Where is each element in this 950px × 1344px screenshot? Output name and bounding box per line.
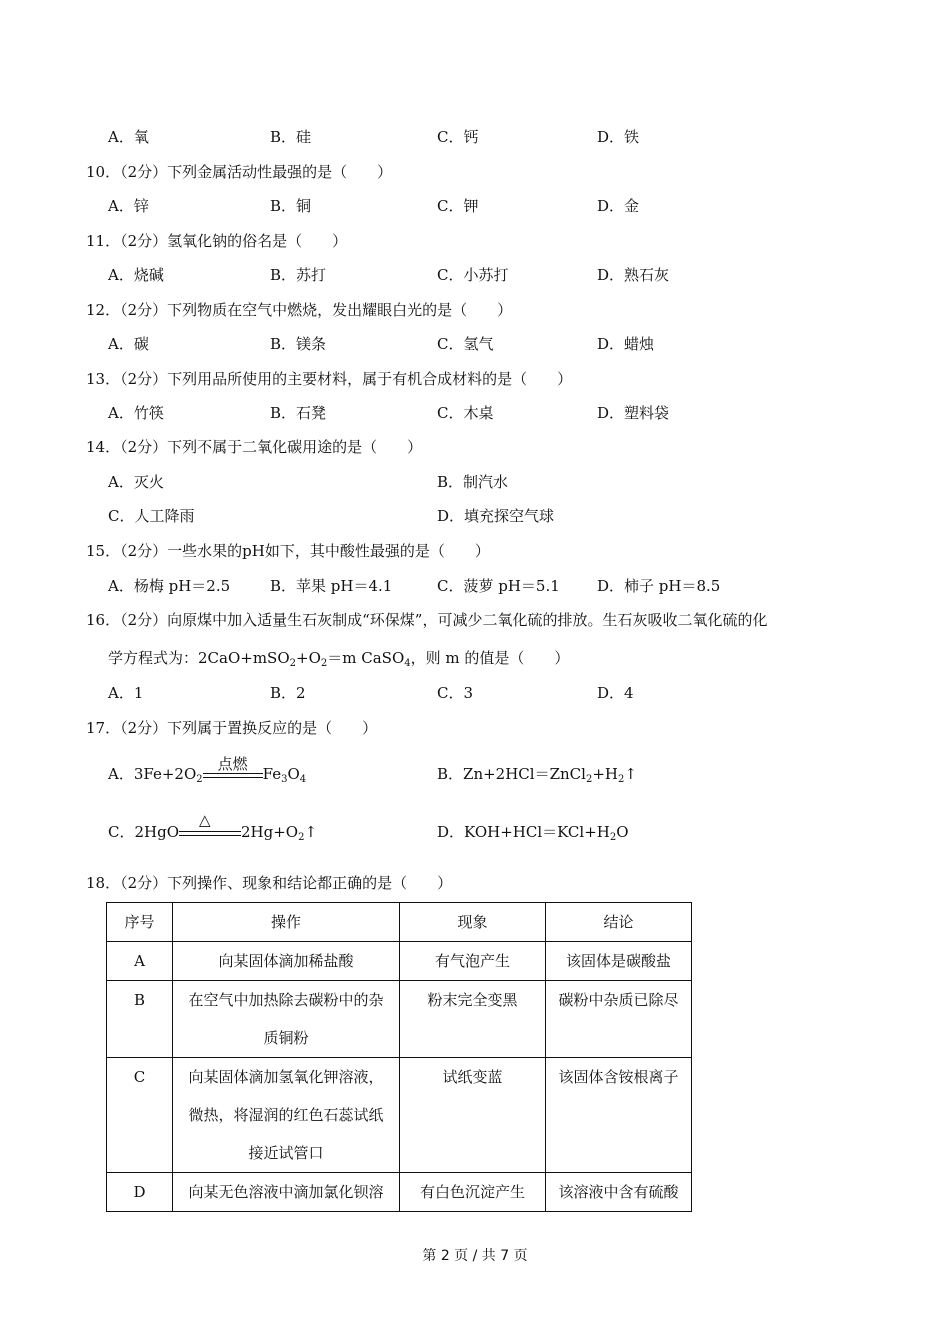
- q12-option-b: B．镁条: [270, 335, 327, 353]
- q10-stem: 10．（2分）下列金属活动性最强的是（ ）: [86, 163, 393, 181]
- q13-option-b: B．石凳: [270, 404, 327, 422]
- table-row: [107, 942, 692, 981]
- q17-option-d: D．$KOH+HCl=KCl+H_2O$: [437, 823, 629, 843]
- q16-option-b: B．2: [270, 684, 306, 702]
- row-operation: 向某固体滴加稀盐酸: [173, 942, 400, 981]
- q16-stem: 16．（2分）向原煤中加入适量生石灰制成“环保煤”，可减少二氧化硫的排放。生石灰吸收二氧化硫的化: [86, 611, 768, 629]
- q15-option-a: A．杨梅 pH＝2.5: [108, 577, 231, 595]
- row-id: C: [107, 1058, 173, 1173]
- reaction-condition-sign: 点燃: [203, 773, 263, 778]
- q10-option-b: B．铜: [270, 197, 312, 215]
- table-row: [107, 1173, 692, 1212]
- q17-stem: 17．（2分）下列属于置换反应的是（ ）: [86, 719, 378, 737]
- q16-option-a: A．1: [108, 684, 144, 702]
- table-header-cell: 现象: [400, 903, 546, 942]
- q15-stem: 15．（2分）一些水果的pH如下，其中酸性最强的是（ ）: [86, 542, 490, 560]
- reaction-condition-sign: △: [179, 831, 241, 836]
- q15-option-d: D．柿子 pH＝8.5: [597, 577, 721, 595]
- q11-option-a: A．烧碱: [108, 266, 164, 284]
- q15-option-c: C．菠萝 pH＝5.1: [437, 577, 560, 595]
- q14-option-d: D．填充探空气球: [437, 507, 555, 525]
- table-row: [107, 981, 692, 1058]
- q9-option-a: A．氧: [108, 128, 149, 146]
- q11-option-c: C．小苏打: [437, 266, 509, 284]
- q16-equation-line: 学方程式为：$2CaO+mSO_2+O_2=m$ CaSO$_4$，则 m 的值是（ ）: [108, 649, 570, 669]
- q17-option-a: A．$3Fe+2O_2$ 点燃 $Fe_3O_4$: [108, 754, 307, 785]
- q10-option-c: C．钾: [437, 197, 479, 215]
- row-phenomenon: 粉末完全变黑: [400, 981, 546, 1058]
- page-footer: 第 2 页 / 共 7 页: [422, 1248, 528, 1264]
- q12-stem: 12．（2分）下列物质在空气中燃烧，发出耀眼白光的是（ ）: [86, 301, 513, 319]
- q14-stem: 14．（2分）下列不属于二氧化碳用途的是（ ）: [86, 438, 423, 456]
- table-header-cell: 结论: [546, 903, 692, 942]
- row-conclusion: 该溶液中含有硫酸: [546, 1173, 692, 1212]
- q11-option-d: D．熟石灰: [597, 266, 670, 284]
- q12-option-a: A．碳: [108, 335, 149, 353]
- q14-option-a: A．灭火: [108, 473, 164, 491]
- row-phenomenon: 试纸变蓝: [400, 1058, 546, 1173]
- q18-stem: 18．（2分）下列操作、现象和结论都正确的是（ ）: [86, 874, 453, 892]
- q13-option-a: A．竹筷: [108, 404, 164, 422]
- q10-option-d: D．金: [597, 197, 640, 215]
- row-operation: 向某固体滴加氢氧化钾溶液， 微热，将湿润的红色石蕊试纸 接近试管口: [173, 1058, 400, 1173]
- q12-option-c: C．氢气: [437, 335, 494, 353]
- row-conclusion: 碳粉中杂质已除尽: [546, 981, 692, 1058]
- row-id: D: [107, 1173, 173, 1212]
- q15-option-b: B．苹果 pH＝4.1: [270, 577, 393, 595]
- q9-option-d: D．铁: [597, 128, 640, 146]
- row-operation: 向某无色溶液中滴加氯化钡溶: [173, 1173, 400, 1212]
- q13-option-c: C．木桌: [437, 404, 494, 422]
- q17-option-c: C．2HgO △ $2Hg+O_2↑$: [108, 810, 318, 843]
- q10-option-a: A．锌: [108, 197, 149, 215]
- row-phenomenon: 有气泡产生: [400, 942, 546, 981]
- table-header-row: [107, 903, 692, 942]
- table-header-cell: 操作: [173, 903, 400, 942]
- q11-option-b: B．苏打: [270, 266, 327, 284]
- row-conclusion: 该固体是碳酸盐: [546, 942, 692, 981]
- q9-option-c: C．钙: [437, 128, 479, 146]
- q18-table: [106, 902, 692, 1212]
- q13-stem: 13．（2分）下列用品所使用的主要材料，属于有机合成材料的是（ ）: [86, 370, 573, 388]
- row-id: A: [107, 942, 173, 981]
- row-conclusion: 该固体含铵根离子: [546, 1058, 692, 1173]
- table-row: [107, 1058, 692, 1173]
- row-id: B: [107, 981, 173, 1058]
- q17-option-b: B．$Zn+2HCl=ZnCl_2+H_2↑$: [437, 765, 637, 785]
- q13-option-d: D．塑料袋: [597, 404, 670, 422]
- q11-stem: 11．（2分）氢氧化钠的俗名是（ ）: [86, 232, 348, 250]
- q12-option-d: D．蜡烛: [597, 335, 655, 353]
- table-header-cell: 序号: [107, 903, 173, 942]
- row-operation: 在空气中加热除去碳粉中的杂 质铜粉: [173, 981, 400, 1058]
- q14-option-c: C．人工降雨: [108, 507, 195, 525]
- q9-option-b: B．硅: [270, 128, 312, 146]
- q14-option-b: B．制汽水: [437, 473, 509, 491]
- q16-option-c: C．3: [437, 684, 474, 702]
- row-phenomenon: 有白色沉淀产生: [400, 1173, 546, 1212]
- q16-option-d: D．4: [597, 684, 634, 702]
